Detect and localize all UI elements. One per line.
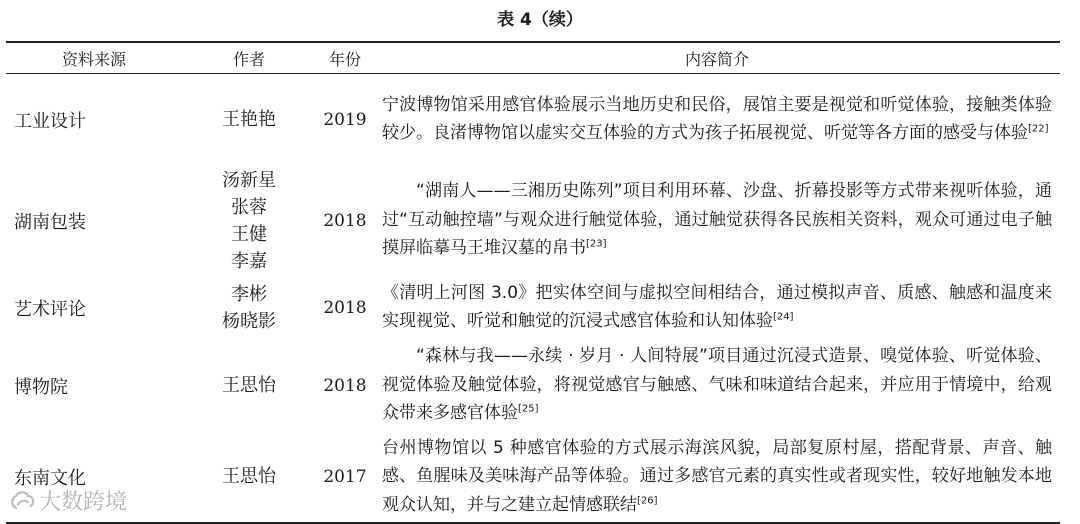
year-cell: 2018: [323, 210, 367, 231]
header-summary: 内容简介: [374, 42, 1060, 74]
watermark: [10, 486, 127, 514]
summary-text: “湖南人——三湘历史陈列”项目利用环幕、沙盘、折幕投影等方式带来视听体验，通过“互动触控墙”与观众进行触觉体验，通过触觉获得各民族相关资料，观众可通过电子触摸屏临摹马王堆汉墓的帛书: [382, 181, 1052, 259]
author-name: 王艳艳: [222, 109, 276, 131]
citation-ref: [24]: [773, 311, 794, 323]
summary-text: 《清明上河图 3.0》把实体空间与虚拟空间相结合，通过模拟声音、质感、触感和温度来实现视觉、听觉和触觉的沉浸式感官体验和认知体验: [382, 282, 1052, 331]
year-cell: 2017: [316, 432, 374, 524]
table-row: [6, 432, 1060, 524]
author-cell: [182, 166, 316, 276]
table-title: 表 4（续）: [497, 10, 583, 30]
summary-cell: [374, 340, 1060, 432]
header-source: 资料来源: [6, 42, 182, 74]
year-cell: 2019: [323, 109, 367, 130]
author-cell: [182, 276, 316, 340]
header-row: [6, 42, 1060, 74]
table-row: [6, 340, 1060, 432]
summary-cell: [374, 432, 1060, 524]
citation-ref: [26]: [637, 494, 658, 506]
year-cell: 2018: [323, 375, 367, 396]
author-name: 汤新星: [222, 169, 276, 191]
citation-ref: [22]: [1028, 123, 1049, 135]
author-name: 王思怡: [222, 466, 276, 488]
source-cell: 工业设计: [14, 110, 86, 132]
citation-ref: [23]: [586, 238, 607, 250]
summary-text: “森林与我——永续 · 岁月 · 人间特展”项目通过沉浸式造景、嗅觉体验、听觉体验、视觉体验及触觉体验，将视觉感官与触感、气味和味道结合起来，并应用于情境中，给观众带来多感官体验: [382, 346, 1052, 424]
source-cell: 湖南包装: [14, 211, 86, 233]
year-cell: 2018: [323, 297, 367, 318]
author-name: 王思怡: [222, 375, 276, 396]
summary-cell: [374, 276, 1060, 340]
source-cell: 博物院: [14, 376, 68, 398]
summary-text: 宁波博物馆采用感官体验展示当地历史和民俗，展馆主要是视觉和听觉体验，接触类体验较少。良渚博物馆以虚实交互体验的方式为孩子拓展视觉、听觉等各方面的感受与体验: [382, 94, 1052, 144]
table-row: [6, 276, 1060, 340]
author-name: 张蓉: [231, 196, 267, 218]
author-name: 李嘉: [231, 250, 267, 272]
logo-icon: [10, 488, 36, 512]
citation-ref: [25]: [518, 403, 539, 415]
table-row: [6, 166, 1060, 276]
source-cell: 艺术评论: [14, 298, 86, 320]
author-name: 杨晓影: [222, 310, 276, 332]
table-row: [6, 74, 1060, 166]
author-cell: [182, 74, 316, 166]
summary-cell: [374, 166, 1060, 276]
author-name: 李彬: [231, 283, 267, 305]
summary-cell: [374, 74, 1060, 166]
header-year: 年份: [316, 42, 374, 74]
header-author: 作者: [182, 42, 316, 74]
literature-table: [6, 41, 1060, 524]
author-cell: [182, 432, 316, 524]
author-cell: [182, 340, 316, 432]
summary-text: 台州博物馆以 5 种感官体验的方式展示海滨风貌，局部复原村屋，搭配背景、声音、触感、鱼腥味及美味海产品等体验。通过多感官元素的真实性或者现实性，较好地触发本地观众认知，并与之建立起情感联结: [382, 437, 1052, 515]
source-cell: 东南文化: [6, 432, 182, 524]
watermark-text: 大数跨境: [39, 489, 128, 515]
author-name: 王健: [231, 223, 267, 245]
